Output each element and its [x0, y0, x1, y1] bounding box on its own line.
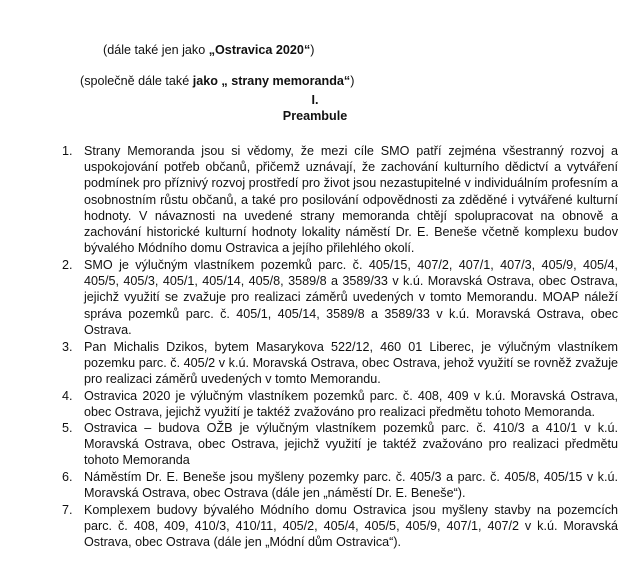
list-item [62, 502, 618, 551]
intro-line1-suffix: ) [310, 43, 315, 57]
list-item [62, 339, 618, 388]
intro-line2-bold: jako „ strany memoranda“ [192, 74, 351, 88]
item-number: 1. [62, 144, 73, 158]
item-text: Ostravica 2020 je výlučným vlastníkem pozemků parc. č. 408, 409 v k.ú. Moravská Ostrava, obec Ostrava, jejichž využití je taktéž zvažováno pro realizaci předmětu tohoto Memoranda. [84, 389, 618, 420]
intro-line1-prefix: (dále také jen jako [103, 43, 209, 57]
item-text: Pan Michalis Dzikos, bytem Masarykova 522/12, 460 01 Liberec, je výlučným vlastníkem pozemku parc. č. 405/2 v k.ú. Moravská Ostrava, obec Ostrava, jehož využití se rovněž zvažuje pro realizaci záměrů uvedených v tomto Memorandu. [84, 340, 618, 387]
item-number: 4. [62, 389, 73, 403]
list-item [62, 257, 618, 338]
section-title: Preambule [282, 109, 348, 123]
list-item [62, 420, 618, 469]
item-text: SMO je výlučným vlastníkem pozemků parc. č. 405/15, 407/2, 407/1, 407/3, 405/9, 405/4, 405/5, 405/3, 405/1, 405/14, 405/8, 3589/8 a 3589/33 v k.ú. Moravská Ostrava, obec Ostrava, jejichž využití se zvažuje pro realizaci záměrů uvedených v tomto Memorandu. MOAP náleží správa pozemků parc. č. 405/1, 405/14, 3589/8 a 3589/33 v k.ú. Moravská Ostrava, obec Ostrava. [84, 258, 618, 337]
intro-line-parties [80, 73, 354, 89]
item-number: 6. [62, 470, 73, 484]
item-text: Komplexem budovy bývalého Módního domu Ostravica jsou myšleny stavby na pozemcích parc. č. 408, 409, 410/3, 410/11, 405/2, 405/4, 405/5, 405/9, 407/1, 407/2 v k.ú. Moravská Ostrava, obec Ostrava (dále jen „Módní dům Ostravica“). [84, 503, 618, 550]
item-number: 7. [62, 503, 73, 517]
section-number: I. [311, 93, 319, 107]
item-text: Náměstím Dr. E. Beneše jsou myšleny pozemky parc. č. 405/3 a parc. č. 405/8, 405/15 v k.ú. Moravská Ostrava, obec Ostrava (dále jen „náměstí Dr. E. Beneše“). [84, 470, 618, 501]
list-item [62, 469, 618, 501]
item-text: Ostravica – budova OŽB je výlučným vlastníkem pozemků parc. č. 410/3 a 410/1 v k.ú. Moravská Ostrava, obec Ostrava, jejichž využití je taktéž zvažováno pro realizaci předmětu tohoto Memoranda [84, 421, 618, 468]
item-number: 2. [62, 258, 73, 272]
intro-line1-bold: „Ostravica 2020“ [208, 43, 311, 57]
item-text: Strany Memoranda jsou si vědomy, že mezi cíle SMO patří zejména všestranný rozvoj a uspokojování potřeb občanů, přičemž uznávají, že zachování kulturního dědictví a vytváření podmínek pro příznivý rozvoj prostředí pro život jsou nezastupitelné v individuálním profesním a osobnostním růstu občanů, a také pro posilování odpovědnosti za zděděné i vytvářené kulturní hodnoty. V návaznosti na uvedené strany memoranda chtějí spolupracovat na obnově a zachování historické kulturní hodnoty lokality náměstí Dr. E. Beneše včetně komplexu budov bývalého Módního domu Ostravica a jejího přilehlého okolí. [84, 144, 618, 256]
list-item [62, 388, 618, 420]
list-item [62, 143, 618, 256]
intro-line-ostravica [103, 42, 314, 58]
item-number: 5. [62, 421, 73, 435]
intro-line2-suffix: ) [350, 74, 355, 88]
intro-line2-prefix: (společně dále také [80, 74, 193, 88]
item-number: 3. [62, 340, 73, 354]
